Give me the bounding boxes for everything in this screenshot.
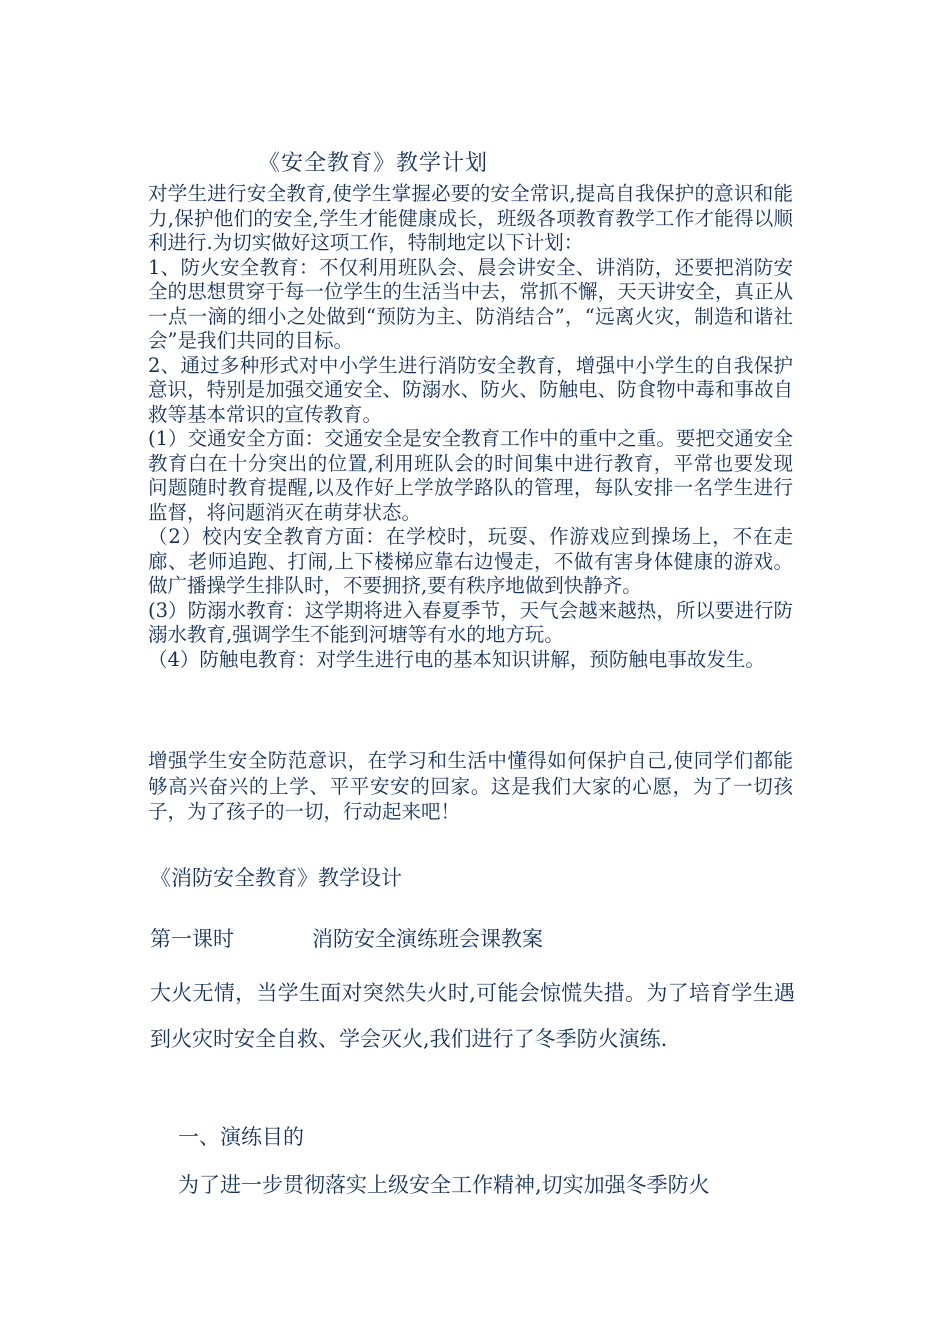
plan-paragraph-traffic-safety: (1）交通安全方面：交通安全是安全教育工作中的重中之重。要把交通安全教育白在十分突出的位置,利用班队会的时间集中进行教育，平常也要发现问题随时教育提醒,以及作好上学放学路队的管理，每队安排一名学生进行监督，将问题消灭在萌芽状态。 [148, 427, 793, 524]
lesson-label: 第一课时 [150, 927, 234, 951]
plan-closing [148, 748, 793, 825]
plan-paragraph-drowning: (3）防溺水教育：这学期将进入春夏季节，天气会越来越热，所以要进行防溺水教育,强调学生不能到河塘等有水的地方玩。 [148, 598, 793, 646]
plan-title: 《安全教育》教学计划 [258, 151, 489, 176]
plan-paragraph-fire-safety: 1、防火安全教育：不仅利用班队会、晨会讲安全、讲消防，还要把消防安全的思想贯穿于每一位学生的生活当中去，常抓不懈，天天讲安全，真正从一点一滴的细小之处做到“预防为主、防消结合”，“远离火灾，制造和谐社会”是我们共同的目标。 [148, 255, 793, 352]
plan-paragraph-intro: 对学生进行安全教育,使学生掌握必要的安全常识,提高自我保护的意识和能力,保护他们的安全,学生才能健康成长，班级各项教育教学工作才能得以顺利进行.为切实做好这项工作，特制地定以下计划： [148, 182, 793, 254]
lesson-heading [150, 925, 543, 953]
design-intro-text: 大火无情，当学生面对突然失火时,可能会惊慌失措。为了培育学生遇到火灾时安全自救、学会灭火,我们进行了冬季防火演练. [150, 981, 795, 1051]
plan-body [148, 182, 793, 672]
section-purpose-text: 为了进一步贯彻落实上级安全工作精神,切实加强冬季防火 [178, 1173, 710, 1197]
lesson-title: 消防安全演练班会课教案 [312, 927, 543, 951]
plan-closing-text: 增强学生安全防范意识，在学习和生活中懂得如何保护自己,使同学们都能够高兴奋兴的上学、平平安安的回家。这是我们大家的心愿，为了一切孩子，为了孩子的一切，行动起来吧！ [148, 749, 793, 823]
plan-paragraph-electric-shock: （4）防触电教育：对学生进行电的基本知识讲解，预防触电事故发生。 [148, 647, 765, 671]
plan-paragraph-campus-safety: （2）校内安全教育方面：在学校时，玩耍、作游戏应到操场上，不在走廊、老师追跑、打闹,上下楼梯应靠右边慢走，不做有害身体健康的游戏。做广播操学生排队时，不要拥挤,要有秩序地做到快静齐。 [148, 525, 793, 597]
design-intro [150, 970, 795, 1062]
design-title: 《消防安全教育》教学设计 [150, 866, 402, 890]
section-heading-purpose: 一、演练目的 [178, 1125, 304, 1149]
plan-paragraph-multi-form: 2、通过多种形式对中小学生进行消防安全教育，增强中小学生的自我保护意识，特别是加强交通安全、防溺水、防火、防触电、防食物中毒和事故自救等基本常识的宣传教育。 [148, 353, 793, 426]
